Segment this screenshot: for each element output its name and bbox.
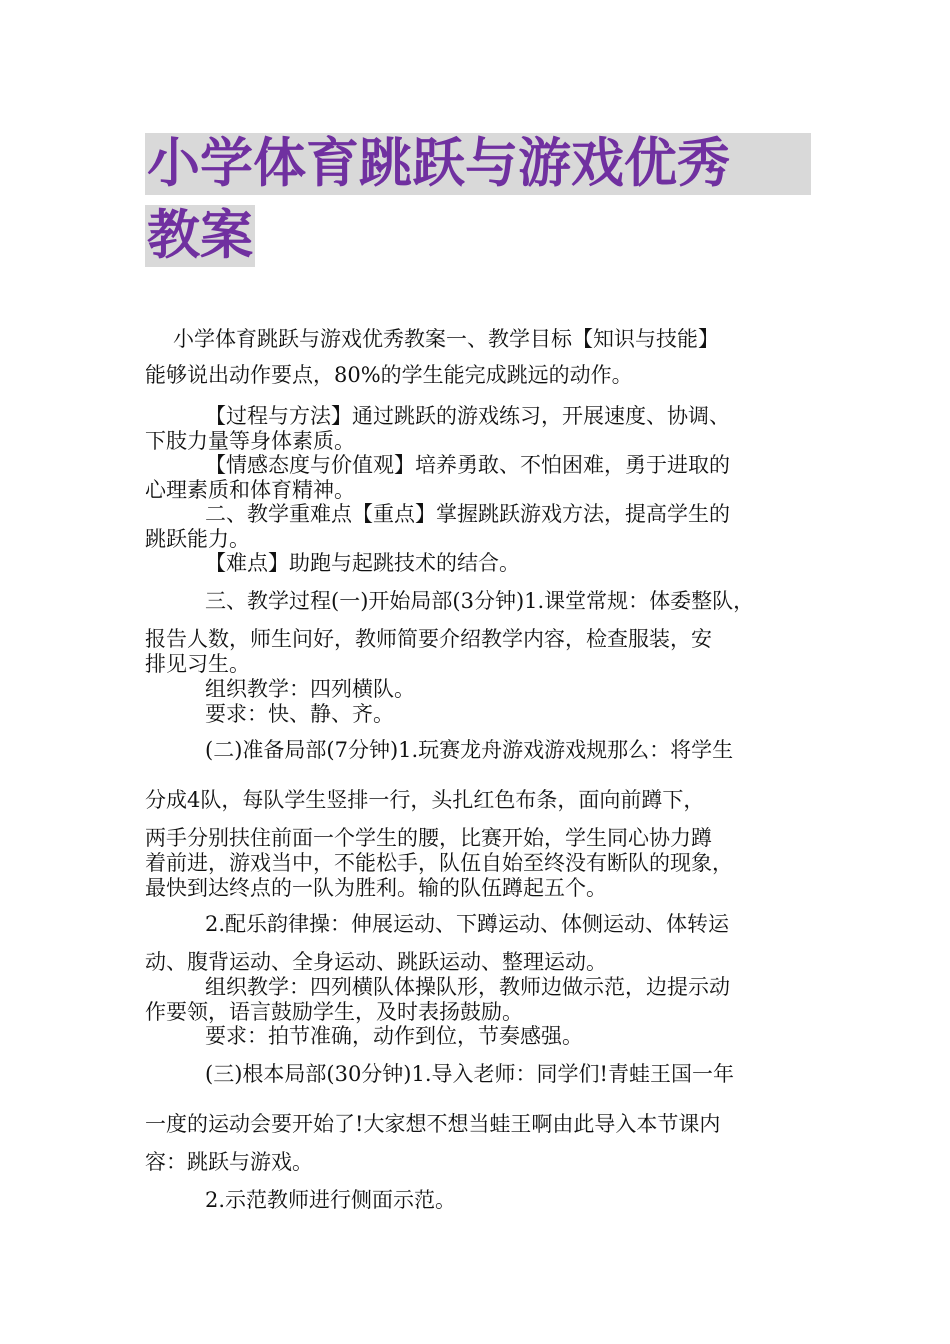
document-title-line-1: 小学体育跳跃与游戏优秀 — [145, 133, 811, 195]
body-line: 要求：快、静、齐。 — [205, 702, 394, 726]
body-line: 一度的运动会要开始了!大家想不想当蛙王啊由此导入本节课内 — [145, 1112, 721, 1136]
body-line: (二)准备局部(7分钟)1.玩赛龙舟游戏游戏规那么：将学生 — [205, 738, 734, 762]
body-line: 心理素质和体育精神。 — [145, 478, 355, 502]
body-line: 容：跳跃与游戏。 — [145, 1150, 313, 1174]
body-line: 组织教学：四列横队体操队形，教师边做示范，边提示动 — [205, 975, 730, 999]
body-line: 【过程与方法】通过跳跃的游戏练习，开展速度、协调、 — [205, 404, 730, 428]
body-line: 组织教学：四列横队。 — [205, 677, 415, 701]
body-line: 排见习生。 — [145, 652, 250, 676]
document-title-line-2: 教案 — [147, 205, 253, 266]
body-line: 【情感态度与价值观】培养勇敢、不怕困难，勇于进取的 — [205, 453, 730, 477]
body-line: (三)根本局部(30分钟)1.导入老师：同学们!青蛙王国一年 — [205, 1062, 734, 1086]
body-line: 2.配乐韵律操：伸展运动、下蹲运动、体侧运动、体转运 — [205, 912, 730, 936]
body-line: 跳跃能力。 — [145, 527, 250, 551]
body-line: 着前进，游戏当中，不能松手，队伍自始至终没有断队的现象， — [145, 851, 733, 875]
body-line: 能够说出动作要点，80%的学生能完成跳远的动作。 — [145, 363, 633, 387]
body-line: 小学体育跳跃与游戏优秀教案一、教学目标【知识与技能】 — [173, 327, 719, 351]
body-line: 要求：拍节准确，动作到位，节奏感强。 — [205, 1024, 583, 1048]
body-line: 最快到达终点的一队为胜利。输的队伍蹲起五个。 — [145, 876, 607, 900]
body-line: 作要领，语言鼓励学生，及时表扬鼓励。 — [145, 1000, 523, 1024]
body-line: 【难点】助跑与起跳技术的结合。 — [205, 551, 520, 575]
body-line: 三、教学过程(一)开始局部(3分钟)1.课堂常规：体委整队， — [205, 589, 755, 613]
body-line: 两手分别扶住前面一个学生的腰，比赛开始，学生同心协力蹲 — [145, 826, 712, 850]
body-line: 报告人数，师生问好，教师简要介绍教学内容，检查服装，安 — [145, 627, 712, 651]
body-line: 动、腹背运动、全身运动、跳跃运动、整理运动。 — [145, 950, 607, 974]
body-line: 下肢力量等身体素质。 — [145, 429, 355, 453]
body-line: 二、教学重难点【重点】掌握跳跃游戏方法，提高学生的 — [205, 502, 730, 526]
body-line: 2.示范教师进行侧面示范。 — [205, 1188, 457, 1212]
body-line: 分成4队，每队学生竖排一行，头扎红色布条，面向前蹲下， — [145, 788, 705, 812]
